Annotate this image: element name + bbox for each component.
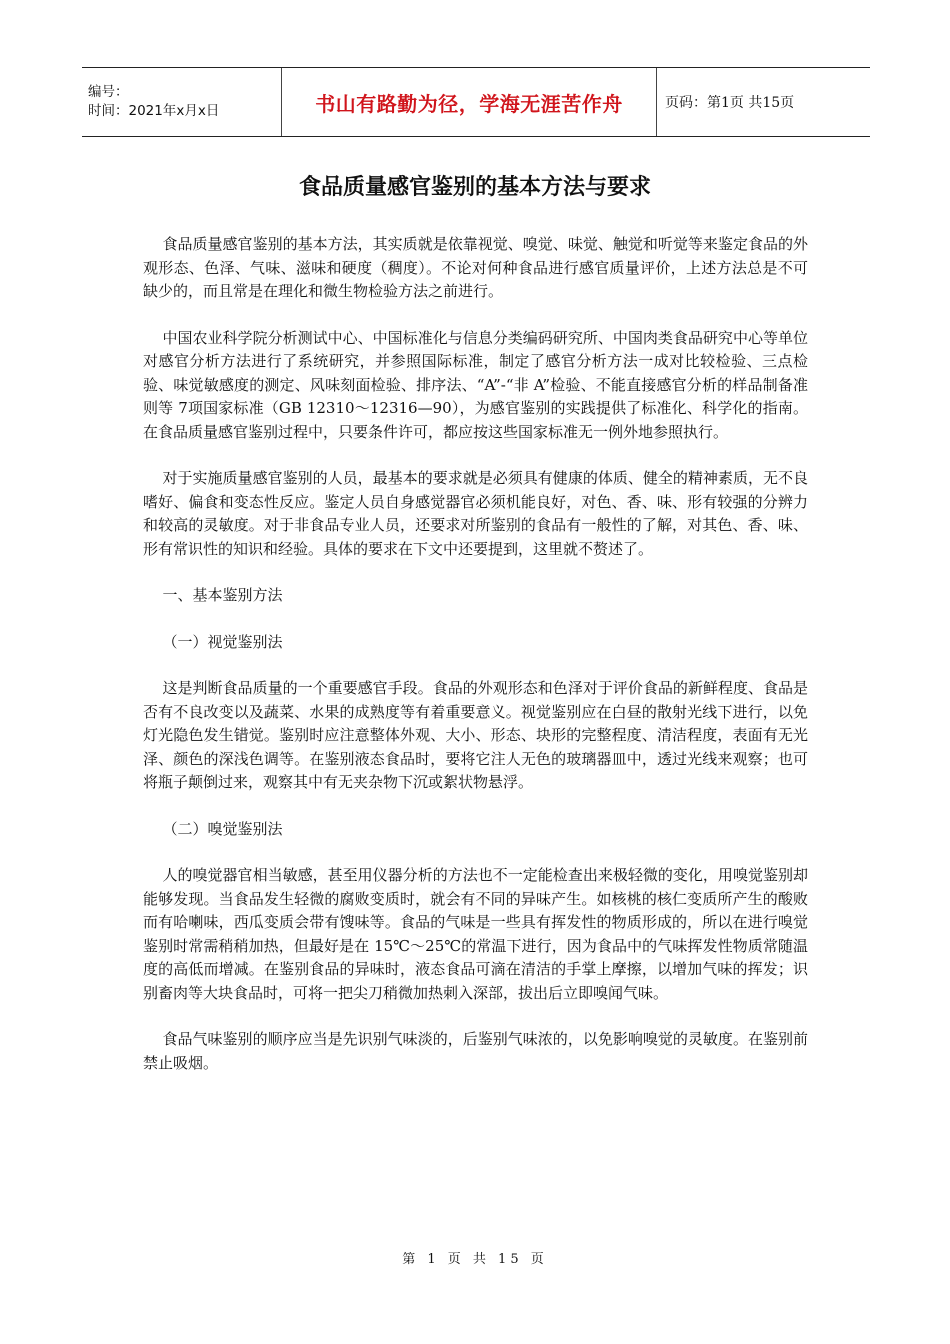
header-motto-cell	[282, 68, 657, 136]
subsection-heading-visual: （一）视觉鉴别法	[162, 632, 283, 651]
paragraph-visual: 这是判断食品质量的一个重要感官手段。食品的外观形态和色泽对于评价食品的新鲜程度、食品是否有不良改变以及蔬菜、水果的成熟度等有着重要意义。视觉鉴别应在白昼的散射光线下进行，以免灯光隐色发生错觉。鉴别时应注意整体外观、大小、形态、块形的完整程度、清洁程度，表面有无光泽、颜色的深浅色调等。在鉴别液态食品时，要将它注人无色的玻璃器皿中，透过光线来观察；也可将瓶子颠倒过来，观察其中有无夹杂物下沉或絮状物悬浮。	[143, 679, 808, 791]
document-number-label: 编号：	[88, 84, 129, 100]
section-heading-basic-methods: 一、基本鉴别方法	[162, 586, 283, 604]
document-title: 食品质量感官鉴别的基本方法与要求	[298, 175, 651, 200]
paragraph-personnel: 对于实施质量感官鉴别的人员，最基本的要求就是必须具有健康的体质、健全的精神素质，无不良嗜好、偏食和变态性反应。鉴定人员自身感觉器官必须机能良好，对色、香、味、形有较强的分辨力和较高的灵敏度。对于非食品专业人员，还要求对所鉴别的食品有一般性的了解，对其色、香、味、形有常识性的知识和经验。具体的要求在下文中还要提到，这里就不赘述了。	[143, 469, 808, 558]
document-body	[143, 233, 808, 1098]
header-page-info-cell	[657, 68, 870, 136]
paragraph-smell-2: 食品气味鉴别的顺序应当是先识别气味淡的，后鉴别气味浓的，以免影响嗅觉的灵敏度。在鉴别前禁止吸烟。	[143, 1030, 808, 1072]
paragraph-smell-1: 人的嗅觉器官相当敏感，甚至用仪器分析的方法也不一定能检查出来极轻微的变化，用嗅觉鉴别却能够发现。当食品发生轻微的腐败变质时，就会有不同的异味产生。如核桃的核仁变质所产生的酸败而有哈喇味，西瓜变质会带有馊味等。食品的气味是一些具有挥发性的物质形成的，所以在进行嗅觉鉴别时常需稍稍加热，但最好是在 15℃～25℃的常温下进行，因为食品中的气味挥发性物质常随温度的高低而增减。在鉴别食品的异味时，液态食品可滴在清洁的手掌上摩擦，以增加气味的挥发；识别畜肉等大块食品时，可将一把尖刀稍微加热刺入深部，拔出后立即嗅闻气味。	[143, 866, 808, 1002]
paragraph-intro: 食品质量感官鉴别的基本方法，其实质就是依靠视觉、嗅觉、味觉、触觉和听觉等来鉴定食品的外观形态、色泽、气味、滋味和硬度（稠度）。不论对何种食品进行感官质量评价，上述方法总是不可缺少的，而且常是在理化和微生物检验方法之前进行。	[143, 235, 808, 300]
header-meta	[82, 68, 282, 136]
document-header	[82, 67, 870, 137]
header-page-info: 页码：第1页 共15页	[665, 95, 795, 111]
document-time-label: 时间：2021年x月x日	[88, 103, 220, 119]
header-motto: 书山有路勤为径，学海无涯苦作舟	[315, 91, 623, 116]
page-footer: 第 1 页 共 15 页	[402, 1252, 548, 1267]
subsection-heading-smell: （二）嗅觉鉴别法	[162, 819, 283, 838]
paragraph-standards: 中国农业科学院分析测试中心、中国标准化与信息分类编码研究所、中国肉类食品研究中心等单位对感官分析方法进行了系统研究，并参照国际标准，制定了感官分析方法一成对比较检验、三点检验、味觉敏感度的测定、风味刻面检验、排序法、“A”-“非 A”检验、不能直接感官分析的样品制备准则等 7项国家标准（GB 12310～12316—90），为感官鉴别的实践提供了标准化、科学化的指南。在食品质量感官鉴别过程中，只要条件许可，都应按这些国家标准无一例外地参照执行。	[143, 328, 808, 441]
